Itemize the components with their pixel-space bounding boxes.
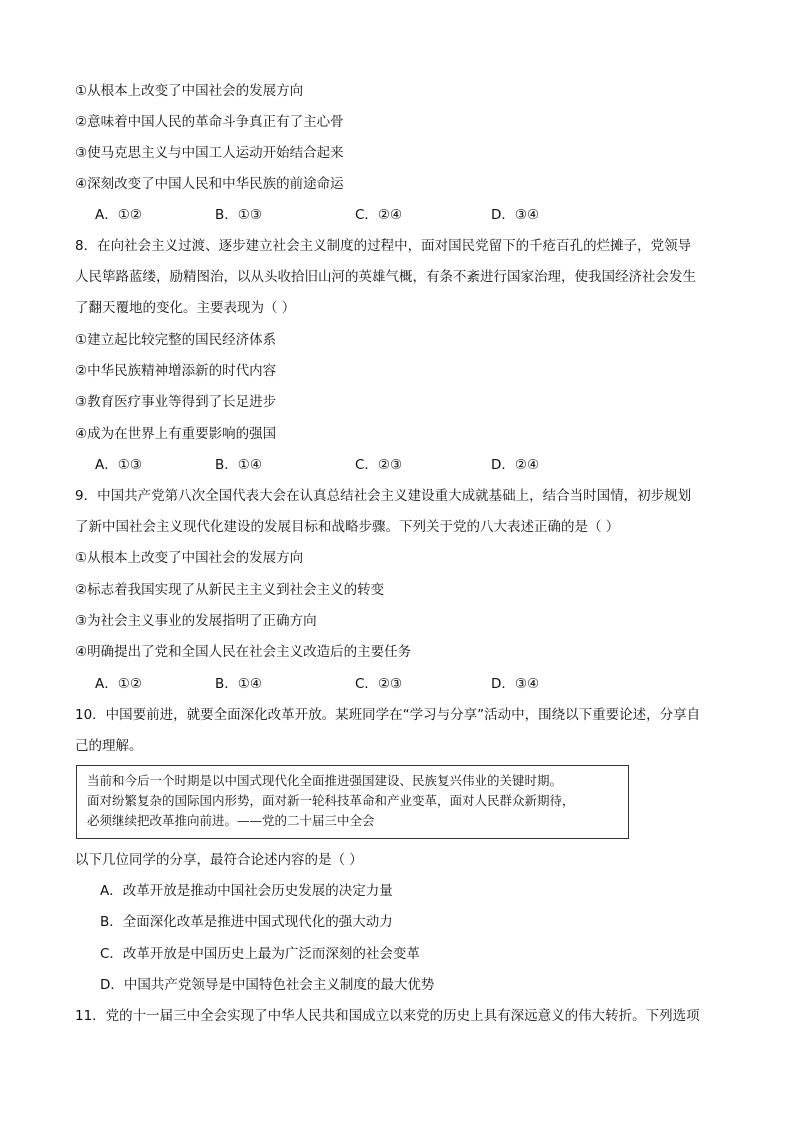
q8-stem-line-2: 人民筚路蓝缕，励精图治，以从头收拾旧山河的英雄气概，有条不紊进行国家治理，使我国经济社会发生	[75, 269, 696, 285]
q9-stem-line-2: 了新中国社会主义现代化建设的发展目标和战略步骤。下列关于党的八大表述正确的是（ ）	[75, 519, 620, 535]
q8-option-d[interactable]: D．②④	[491, 457, 540, 473]
q9-option-c[interactable]: C．②③	[355, 676, 403, 692]
q10-quote-box	[76, 765, 629, 839]
q10-choice-d[interactable]: D．中国共产党领导是中国特色社会主义制度的最大优势	[100, 977, 435, 993]
q9-option-d[interactable]: D．③④	[491, 676, 540, 692]
q7-option-c[interactable]: C．②④	[355, 207, 403, 223]
q9-item-4: ④明确提出了党和全国人民在社会主义改造后的主要任务	[75, 644, 412, 660]
q10-quote-line-3: 必须继续把改革推向前进。——党的二十届三中全会	[87, 813, 375, 828]
q8-option-c[interactable]: C．②③	[355, 457, 403, 473]
q8-options	[95, 456, 615, 474]
q9-item-1: ①从根本上改变了中国社会的发展方向	[75, 550, 304, 566]
q7-item-1: ①从根本上改变了中国社会的发展方向	[75, 83, 304, 99]
q8-item-3: ③教育医疗事业等得到了长足进步	[75, 394, 277, 410]
q7-item-3: ③使马克思主义与中国工人运动开始结合起来	[75, 145, 344, 161]
q9-option-b[interactable]: B．①④	[215, 676, 262, 692]
q11-stem-line-1: 11．党的十一届三中全会实现了中华人民共和国成立以来党的历史上具有深远意义的伟大转折。下列选项	[75, 1008, 700, 1024]
q9-item-2: ②标志着我国实现了从新民主主义到社会主义的转变	[75, 582, 385, 598]
q9-option-a[interactable]: A．①②	[95, 676, 142, 692]
q8-option-b[interactable]: B．①④	[215, 457, 262, 473]
q7-option-b[interactable]: B．①③	[215, 207, 262, 223]
q9-stem-line-1: 9．中国共产党第八次全国代表大会在认真总结社会主义建设重大成就基础上，结合当时国情，初步规划	[75, 488, 692, 504]
q7-option-a[interactable]: A．①②	[95, 207, 142, 223]
q9-item-3: ③为社会主义事业的发展指明了正确方向	[75, 613, 317, 629]
q10-stem-line-1: 10．中国要前进，就要全面深化改革开放。某班同学在“学习与分享”活动中，围绕以下重要论述，分享自	[75, 707, 701, 723]
q10-choice-c[interactable]: C．改革开放是中国历史上最为广泛而深刻的社会变革	[100, 946, 420, 962]
q7-item-2: ②意味着中国人民的革命斗争真正有了主心骨	[75, 114, 344, 130]
q8-option-a[interactable]: A．①③	[95, 457, 142, 473]
q9-options	[95, 675, 615, 693]
q10-choice-b[interactable]: B．全面深化改革是推进中国式现代化的强大动力	[100, 914, 393, 930]
q8-item-2: ②中华民族精神增添新的时代内容	[75, 363, 277, 379]
q7-item-4: ④深刻改变了中国人民和中华民族的前途命运	[75, 176, 344, 192]
q10-quote-line-1: 当前和今后一个时期是以中国式现代化全面推进强国建设、民族复兴伟业的关键时期。	[87, 773, 563, 788]
q7-options	[95, 206, 615, 224]
q10-stem-line-2: 己的理解。	[75, 738, 143, 754]
q10-question: 以下几位同学的分享，最符合论述内容的是（ ）	[75, 852, 363, 868]
q10-quote-line-2: 面对纷繁复杂的国际国内形势，面对新一轮科技革命和产业变革，面对人民群众新期待，	[87, 793, 575, 808]
q8-item-1: ①建立起比较完整的国民经济体系	[75, 332, 277, 348]
q7-option-d[interactable]: D．③④	[491, 207, 540, 223]
q8-stem-line-1: 8．在向社会主义过渡、逐步建立社会主义制度的过程中，面对国民党留下的千疮百孔的烂摊子，党领导	[75, 238, 692, 254]
q10-choice-a[interactable]: A．改革开放是推动中国社会历史发展的决定力量	[100, 883, 393, 899]
q8-stem-line-3: 了翻天覆地的变化。主要表现为（ ）	[75, 300, 296, 316]
q8-item-4: ④成为在世界上有重要影响的强国	[75, 426, 277, 442]
